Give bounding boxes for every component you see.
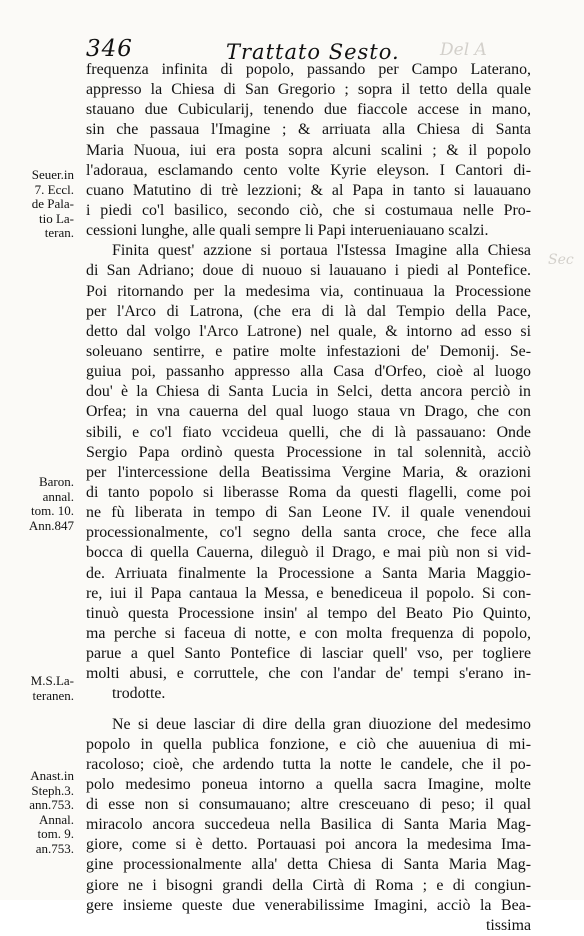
text-line: gine processionalmente alla' detta Chiesa di Santa Maria Mag- — [86, 856, 531, 874]
margin-note-line: annal. — [42, 488, 74, 504]
text-line: appresso la Chiesa di San Gregorio ; sopra il tetto della quale — [86, 81, 531, 99]
margin-note-line: tio La- — [38, 210, 74, 226]
text-line: bocca di quella Cauerna, dileguò il Drago, e mai più non si vid- — [86, 544, 531, 562]
text-line: miracolo ancora succedeua nella Basilica di Santa Maria Mag- — [86, 816, 531, 834]
text-line: re, iui il Papa cantaua la Messa, e benediceua il popolo. Si con- — [86, 584, 531, 602]
text-line: processionalmente, co'l segno della santa croce, che fece alla — [86, 524, 531, 542]
margin-note-line: an.753. — [35, 840, 74, 856]
text-line: per l'Arco di Latrona, (che era di là dal Tempio della Pace, — [86, 302, 531, 320]
text-line: Poi ritornando per la medesima via, continuaua la Processione — [86, 282, 531, 300]
margin-note-line: ann.753. — [29, 797, 74, 813]
show-through-text: Del A — [440, 40, 487, 60]
margin-note-line: Seuer.in — [31, 167, 74, 182]
margin-note-line: de Pala- — [31, 196, 74, 212]
text-line: molti abusi, e corruttele, che con l'andar de' tempi s'erano in- — [86, 665, 531, 683]
text-line: di San Adriano; doue di nuouo si lauauano i piedi al Pontefice. — [86, 262, 531, 280]
text-line: soleuano sentirre, e patire molte infestazioni de' Demonij. Se- — [86, 342, 531, 360]
text-line: polo medesimo poneua intorno a quella sacra Imagine, molte — [86, 775, 531, 793]
margin-note — [4, 769, 74, 857]
text-line: stauano due Cubicularij, tenendo due fiaccole accese in mano, — [86, 101, 531, 119]
text-line: popolo in quella publica fonzione, e ciò che auueniua di mi- — [86, 735, 531, 753]
text-line: per l'intercessione della Beatissima Vergine Maria, & orazioni — [86, 463, 531, 481]
text-line: detto dal volgo l'Arco Latrone) nel quale, & intorno ad esso si — [86, 322, 531, 340]
text-line: de. Arriuata finalmente la Processione a Santa Maria Maggio- — [86, 564, 531, 582]
text-line: ma perche si faceua di notte, e con molta frequenza di popolo, — [86, 624, 531, 642]
margin-note-line: teranen. — [32, 687, 74, 703]
page-number: 346 — [86, 36, 133, 62]
margin-note-line: M.S.La- — [30, 673, 74, 688]
paragraph-gap — [86, 705, 531, 715]
margin-note-line: Anast.in — [30, 768, 74, 783]
text-line: trodotte. — [112, 685, 166, 703]
text-line: sibili, e co'l fiato vccideua quelli, che di là passauano: Onde — [86, 423, 531, 441]
text-line: guiua poi, passanho appresso alla Casa d'Orfeo, cioè al luogo — [86, 363, 531, 381]
text-line: parue a quel Santo Pontefice di lasciar quell' vso, per togliere — [86, 645, 531, 663]
text-line: Ne si deue lasciar di dire della gran diuozione del medesimo — [112, 715, 531, 733]
text-line: tissima — [485, 916, 531, 934]
text-line: gere insieme queste due venerabilissime Imagini, acciò la Bea- — [86, 896, 531, 914]
margin-note-line: 7. Eccl. — [34, 181, 74, 197]
main-text-block — [86, 60, 531, 936]
text-line: ne fù liberata in tempo di San Leone IV. il quale venendoui — [86, 504, 531, 522]
text-line: frequenza infinita di popolo, passando per Campo Laterano, — [86, 61, 531, 78]
margin-note — [4, 475, 74, 533]
text-line: Orfea; in vna cauerna del qual luogo staua vn Drago, che con — [86, 403, 531, 421]
margin-note-line: Ann.847 — [28, 517, 74, 533]
text-line: di tanto popolo si liberasse Roma da questi flagelli, come poi — [86, 483, 531, 501]
text-line: l'adoraua, esclamando cento volte Kyrie eleyson. I Cantori di- — [86, 161, 531, 179]
text-line: Maria Nuoua, iui era posta sopra alcuni scalini ; & il popolo — [86, 141, 531, 159]
margin-note — [4, 674, 74, 703]
margin-note-line: Steph.3. — [31, 782, 74, 798]
text-line: racoloso; cioè, che ardendo tutta la notte le candele, che il po- — [86, 755, 531, 773]
text-line: i piedi co'l basilico, secondo ciò, che si costumaua nelle Pro- — [86, 201, 531, 219]
margin-note-line: teran. — [44, 225, 74, 241]
text-line: cessioni lunghe, alle quali sempre li Papi interueniauano scalzi. — [86, 222, 489, 240]
margin-note — [4, 168, 74, 241]
running-title: Trattato Sesto. — [226, 40, 400, 64]
show-through-text: Sec — [548, 252, 574, 268]
text-line: giore ne i bisogni grandi della Cirtà di Roma ; e di congiun- — [86, 876, 531, 894]
text-line: dou' è la Chiesa di Santa Lucia in Selci, detta ancora perciò in — [86, 383, 531, 401]
margin-note-line: Annal. — [38, 811, 74, 827]
text-line: di esse non si consumauano; altre cresceuano di peso; il qual — [86, 796, 531, 814]
text-line: giore, come si è detto. Portauasi poi ancora la medesima Ima- — [86, 836, 531, 854]
text-line: Finita quest' azzione si portaua l'Istessa Imagine alla Chiesa — [112, 242, 531, 260]
margin-note-line: Baron. — [38, 474, 74, 489]
text-line: sin che passaua l'Imagine ; & arriuata alla Chiesa di Santa — [86, 121, 531, 139]
text-line: cuano Matutino di trè lezzioni; & al Papa in tanto si lauauano — [86, 181, 531, 199]
text-line: Sergio Papa ordinò questa Processione in tal solennità, acciò — [86, 443, 531, 461]
margin-note-line: tom. 10. — [31, 503, 74, 519]
text-line: tinuò questa Processione insin' al tempo del Beato Pio Quinto, — [86, 604, 531, 622]
margin-note-line: tom. 9. — [37, 826, 74, 842]
